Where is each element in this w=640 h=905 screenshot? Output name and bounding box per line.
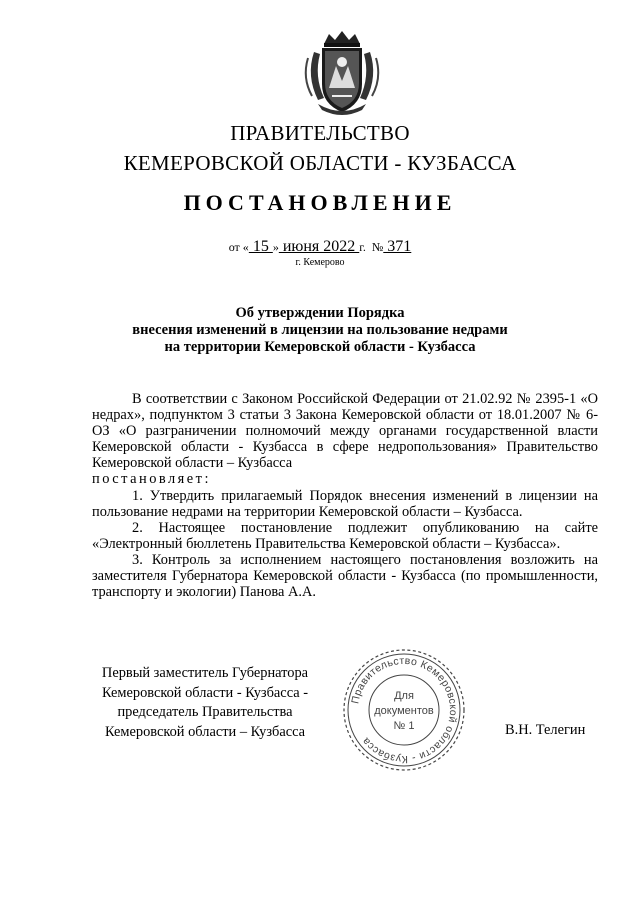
body-item-3: 3. Контроль за исполнением настоящего постановления возложить на заместителя Губернатора Кемеровской области - Кузбасса (по промышленности, транспорту и экологии) Панова А.А. <box>92 551 598 601</box>
date-separator: » <box>272 240 279 254</box>
organization-name-line1: ПРАВИТЕЛЬСТВО <box>230 121 410 145</box>
signer-position <box>82 664 328 742</box>
title-line3: на территории Кемеровской области - Кузбасса <box>164 339 476 355</box>
title-line1: Об утверждении Порядка <box>235 305 405 321</box>
body-intro-paragraph: В соответствии с Законом Российской Федерации от 21.02.92 № 2395-1 «О недрах», подпунктом 3 статьи 3 Закона Кемеровской области от 18.01.2007 № 6-ОЗ «О разграничении полномочий между органами государственной власти Кемеровской области - Кузбасса в сфере недропользования» Правительство Кемеровской области – Кузбасса <box>92 391 598 472</box>
title-line2: внесения изменений в лицензии на пользование недрами <box>132 322 508 338</box>
signer-position-line3: председатель Правительства <box>117 704 293 720</box>
organization-name-line2: КЕМЕРОВСКОЙ ОБЛАСТИ - КУЗБАССА <box>123 151 517 175</box>
document-title <box>60 305 580 356</box>
date-month-year: июня 2022 <box>278 238 360 255</box>
date-day: 15 <box>248 238 273 255</box>
stamp-ring-text: Правительство Кемеровской области - Кузбасса <box>349 654 460 766</box>
document-date-line <box>0 238 640 256</box>
stamp-center-line2: документов <box>374 705 434 717</box>
document-city: г. Кемерово <box>295 257 345 268</box>
coat-of-arms-emblem <box>296 26 388 118</box>
document-type-heading: ПОСТАНОВЛЕНИЕ <box>183 190 457 215</box>
signer-position-line1: Первый заместитель Губернатора <box>101 665 309 681</box>
date-year-suffix: г. <box>359 240 366 254</box>
decree-word: постановляет: <box>92 471 211 488</box>
document-number: 371 <box>383 238 412 255</box>
official-stamp <box>340 648 468 772</box>
date-prefix: от « <box>228 240 249 254</box>
stamp-center-line3: № 1 <box>393 720 415 732</box>
signer-position-line4: Кемеровской области – Кузбасса <box>104 723 306 740</box>
body-item-1: 1. Утвердить прилагаемый Порядок внесения изменений в лицензии на пользование недрами на территории Кемеровской области – Кузбасса. <box>92 487 598 520</box>
body-item-2: 2. Настоящее постановление подлежит опубликованию на сайте «Электронный бюллетень Правительства Кемеровской области – Кузбасса». <box>92 519 598 552</box>
stamp-center-line1: Для <box>394 690 414 702</box>
document-body <box>92 391 598 600</box>
signer-name: В.Н. Телегин <box>505 722 586 738</box>
signer-position-line2: Кемеровской области - Кузбасса - <box>101 684 309 701</box>
document-number-label: № <box>371 240 384 254</box>
